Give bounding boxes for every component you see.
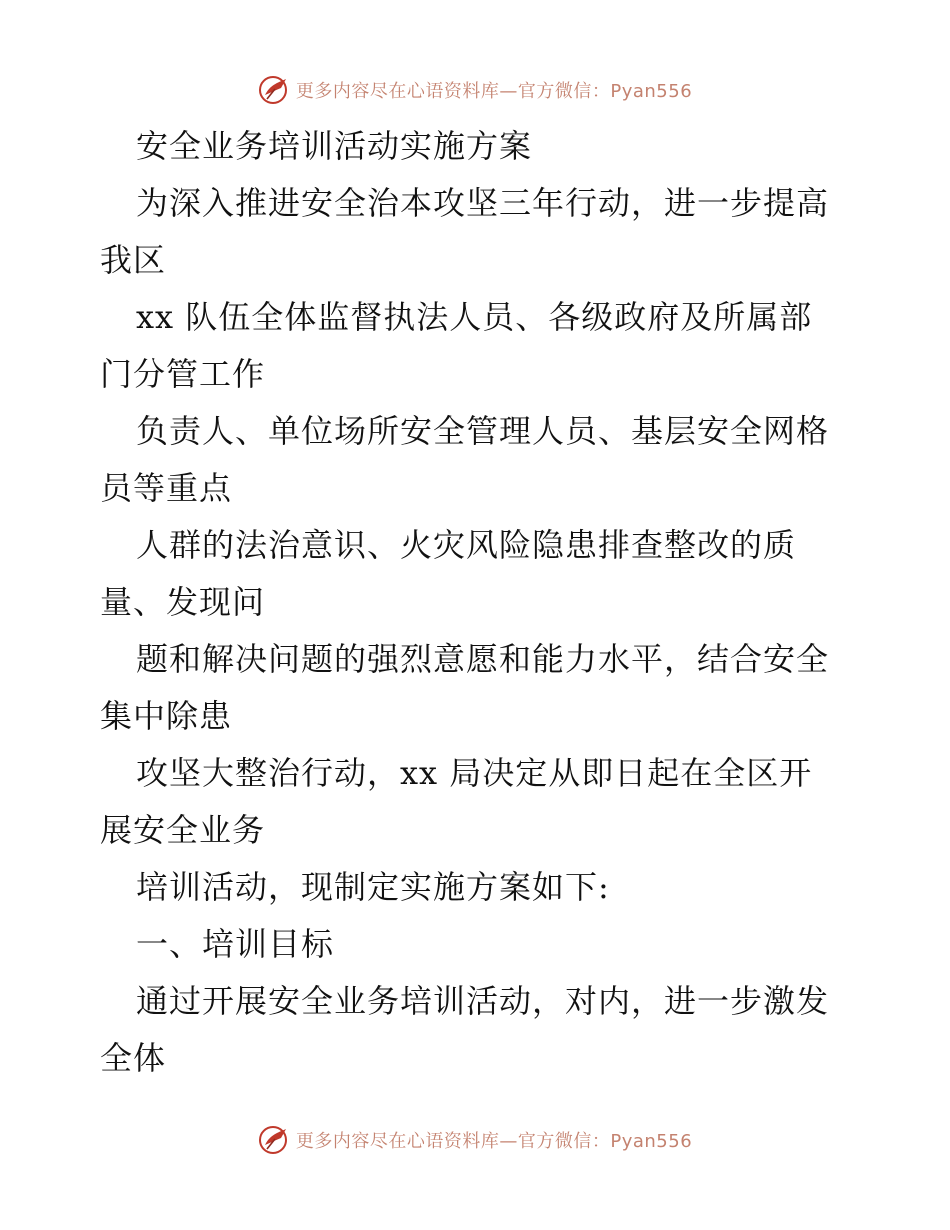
pen-logo-icon (258, 1124, 290, 1156)
footer-watermark-text: 更多内容尽在心语资料库—官方微信：Pyan556 (295, 1131, 693, 1152)
text-line: 通过开展安全业务培训活动，对内，进一步激发 (136, 982, 830, 1020)
text-line: 我区 (100, 241, 167, 279)
header-watermark-text: 更多内容尽在心语资料库—官方微信：Pyan556 (295, 81, 693, 102)
text-line: 一、培训目标 (136, 925, 335, 963)
text-line: 为深入推进安全治本攻坚三年行动，进一步提高 (136, 184, 830, 222)
text-line: 集中除患 (100, 697, 233, 735)
text-line: 培训活动，现制定实施方案如下: (136, 868, 610, 906)
text-line: 人群的法治意识、火灾风险隐患排查整改的质 (136, 526, 797, 564)
text-line: 题和解决问题的强烈意愿和能力水平，结合安全 (136, 640, 830, 678)
text-line: 全体 (100, 1039, 167, 1077)
pen-logo-icon (258, 74, 290, 106)
text-line: 负责人、单位场所安全管理人员、基层安全网格 (136, 412, 830, 450)
text-line: 门分管工作 (100, 355, 266, 393)
text-line: 安全业务培训活动实施方案 (136, 127, 533, 165)
text-line: 攻坚大整治行动，xx 局决定从即日起在全区开 (136, 754, 813, 792)
text-line: 展安全业务 (100, 811, 266, 849)
document-body (100, 118, 860, 1087)
text-line: 员等重点 (100, 469, 233, 507)
text-line: 量、发现问 (100, 583, 266, 621)
text-line: xx 队伍全体监督执法人员、各级政府及所属部 (136, 298, 813, 336)
header-watermark-banner (0, 70, 950, 110)
footer-watermark-banner (0, 1120, 950, 1160)
